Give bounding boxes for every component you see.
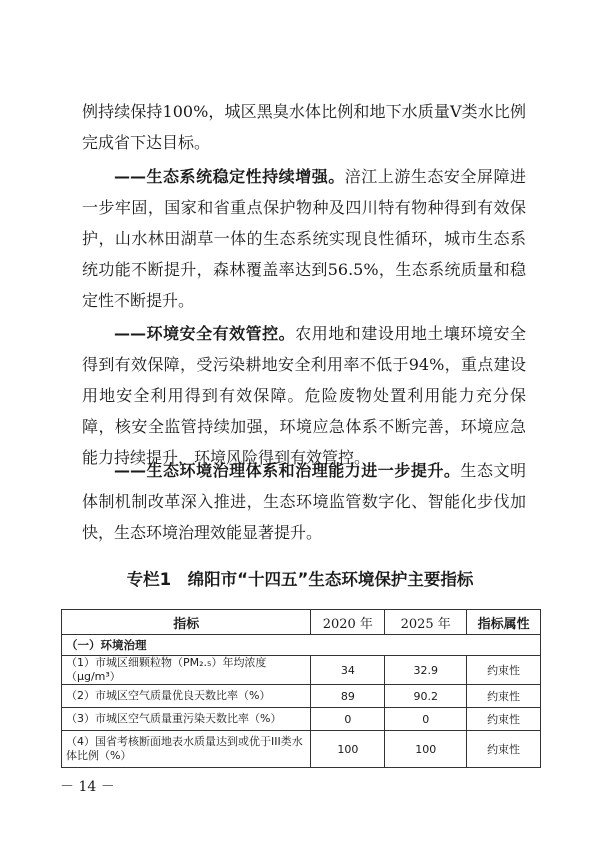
paragraph-ecosystem-stability <box>82 161 526 316</box>
box-title: 专栏1 绵阳市“十四五”生态环境保护主要指标 <box>126 570 474 589</box>
row-2025: 0 <box>385 708 467 731</box>
section-label: （一）环境治理 <box>62 635 541 656</box>
paragraph-body: 涪江上游生态安全屏障进一步牢固，国家和省重点保护物种及四川特有物种得到有效保护，山水林田湖草一体的生态系统实现良性循环，城市生态系统功能不断提升，森林覆盖率达到56.5%，生态系统质量和稳定性不断提升。 <box>82 167 526 310</box>
row-attribute: 约束性 <box>467 685 541 708</box>
row-2020: 0 <box>311 708 385 731</box>
page-number: － 14 － <box>60 779 115 795</box>
row-2025: 100 <box>385 731 467 768</box>
row-2025: 32.9 <box>385 656 467 685</box>
row-2020: 100 <box>311 731 385 768</box>
row-attribute: 约束性 <box>467 731 541 768</box>
paragraph-body: 农用地和建设用地土壤环境安全得到有效保障，受污染耕地安全利用率不低于94%，重点建设用地安全利用得到有效保障。危险废物处置利用能力充分保障，核安全监管持续加强，环境应急体系不断完善，环境应急能力持续提升，环境风险得到有效管控。 <box>82 324 526 467</box>
table-row <box>62 685 541 708</box>
row-attribute: 约束性 <box>467 656 541 685</box>
table-header-row <box>62 610 541 635</box>
row-2025: 90.2 <box>385 685 467 708</box>
paragraph-lead: ——生态系统稳定性持续增强。 <box>114 167 345 186</box>
row-2020: 34 <box>311 656 385 685</box>
row-indicator: （4）国省考核断面地表水质量达到或优于III类水体比例（%） <box>62 731 311 768</box>
paragraph-environment-safety <box>82 318 526 473</box>
paragraph-1: 例持续保持100%，城区黑臭水体比例和地下水质量Ⅴ类水比例完成省下达目标。 <box>82 102 526 152</box>
table-section-row <box>62 635 541 656</box>
paragraph-governance <box>82 455 526 548</box>
row-indicator: （2）市城区空气质量优良天数比率（%） <box>62 685 311 708</box>
paragraph-body: 生态文明体制机制改革深入推进，生态环境监管数字化、智能化步伐加快，生态环境治理效能显著提升。 <box>82 461 526 542</box>
paragraph-lead: ——生态环境治理体系和治理能力进一步提升。 <box>114 461 461 480</box>
header-indicator: 指标 <box>62 610 311 635</box>
table-row <box>62 731 541 768</box>
indicators-table <box>61 609 541 768</box>
header-2025: 2025 年 <box>385 610 467 635</box>
header-attribute: 指标属性 <box>467 610 541 635</box>
row-2020: 89 <box>311 685 385 708</box>
table-row <box>62 656 541 685</box>
row-indicator: （3）市城区空气质量重污染天数比率（%） <box>62 708 311 731</box>
paragraph-lead: ——环境安全有效管控。 <box>114 324 296 343</box>
header-2020: 2020 年 <box>311 610 385 635</box>
table-row <box>62 708 541 731</box>
row-indicator: （1）市城区细颗粒物（PM₂.₅）年均浓度（μg/m³） <box>62 656 311 685</box>
row-attribute: 约束性 <box>467 708 541 731</box>
